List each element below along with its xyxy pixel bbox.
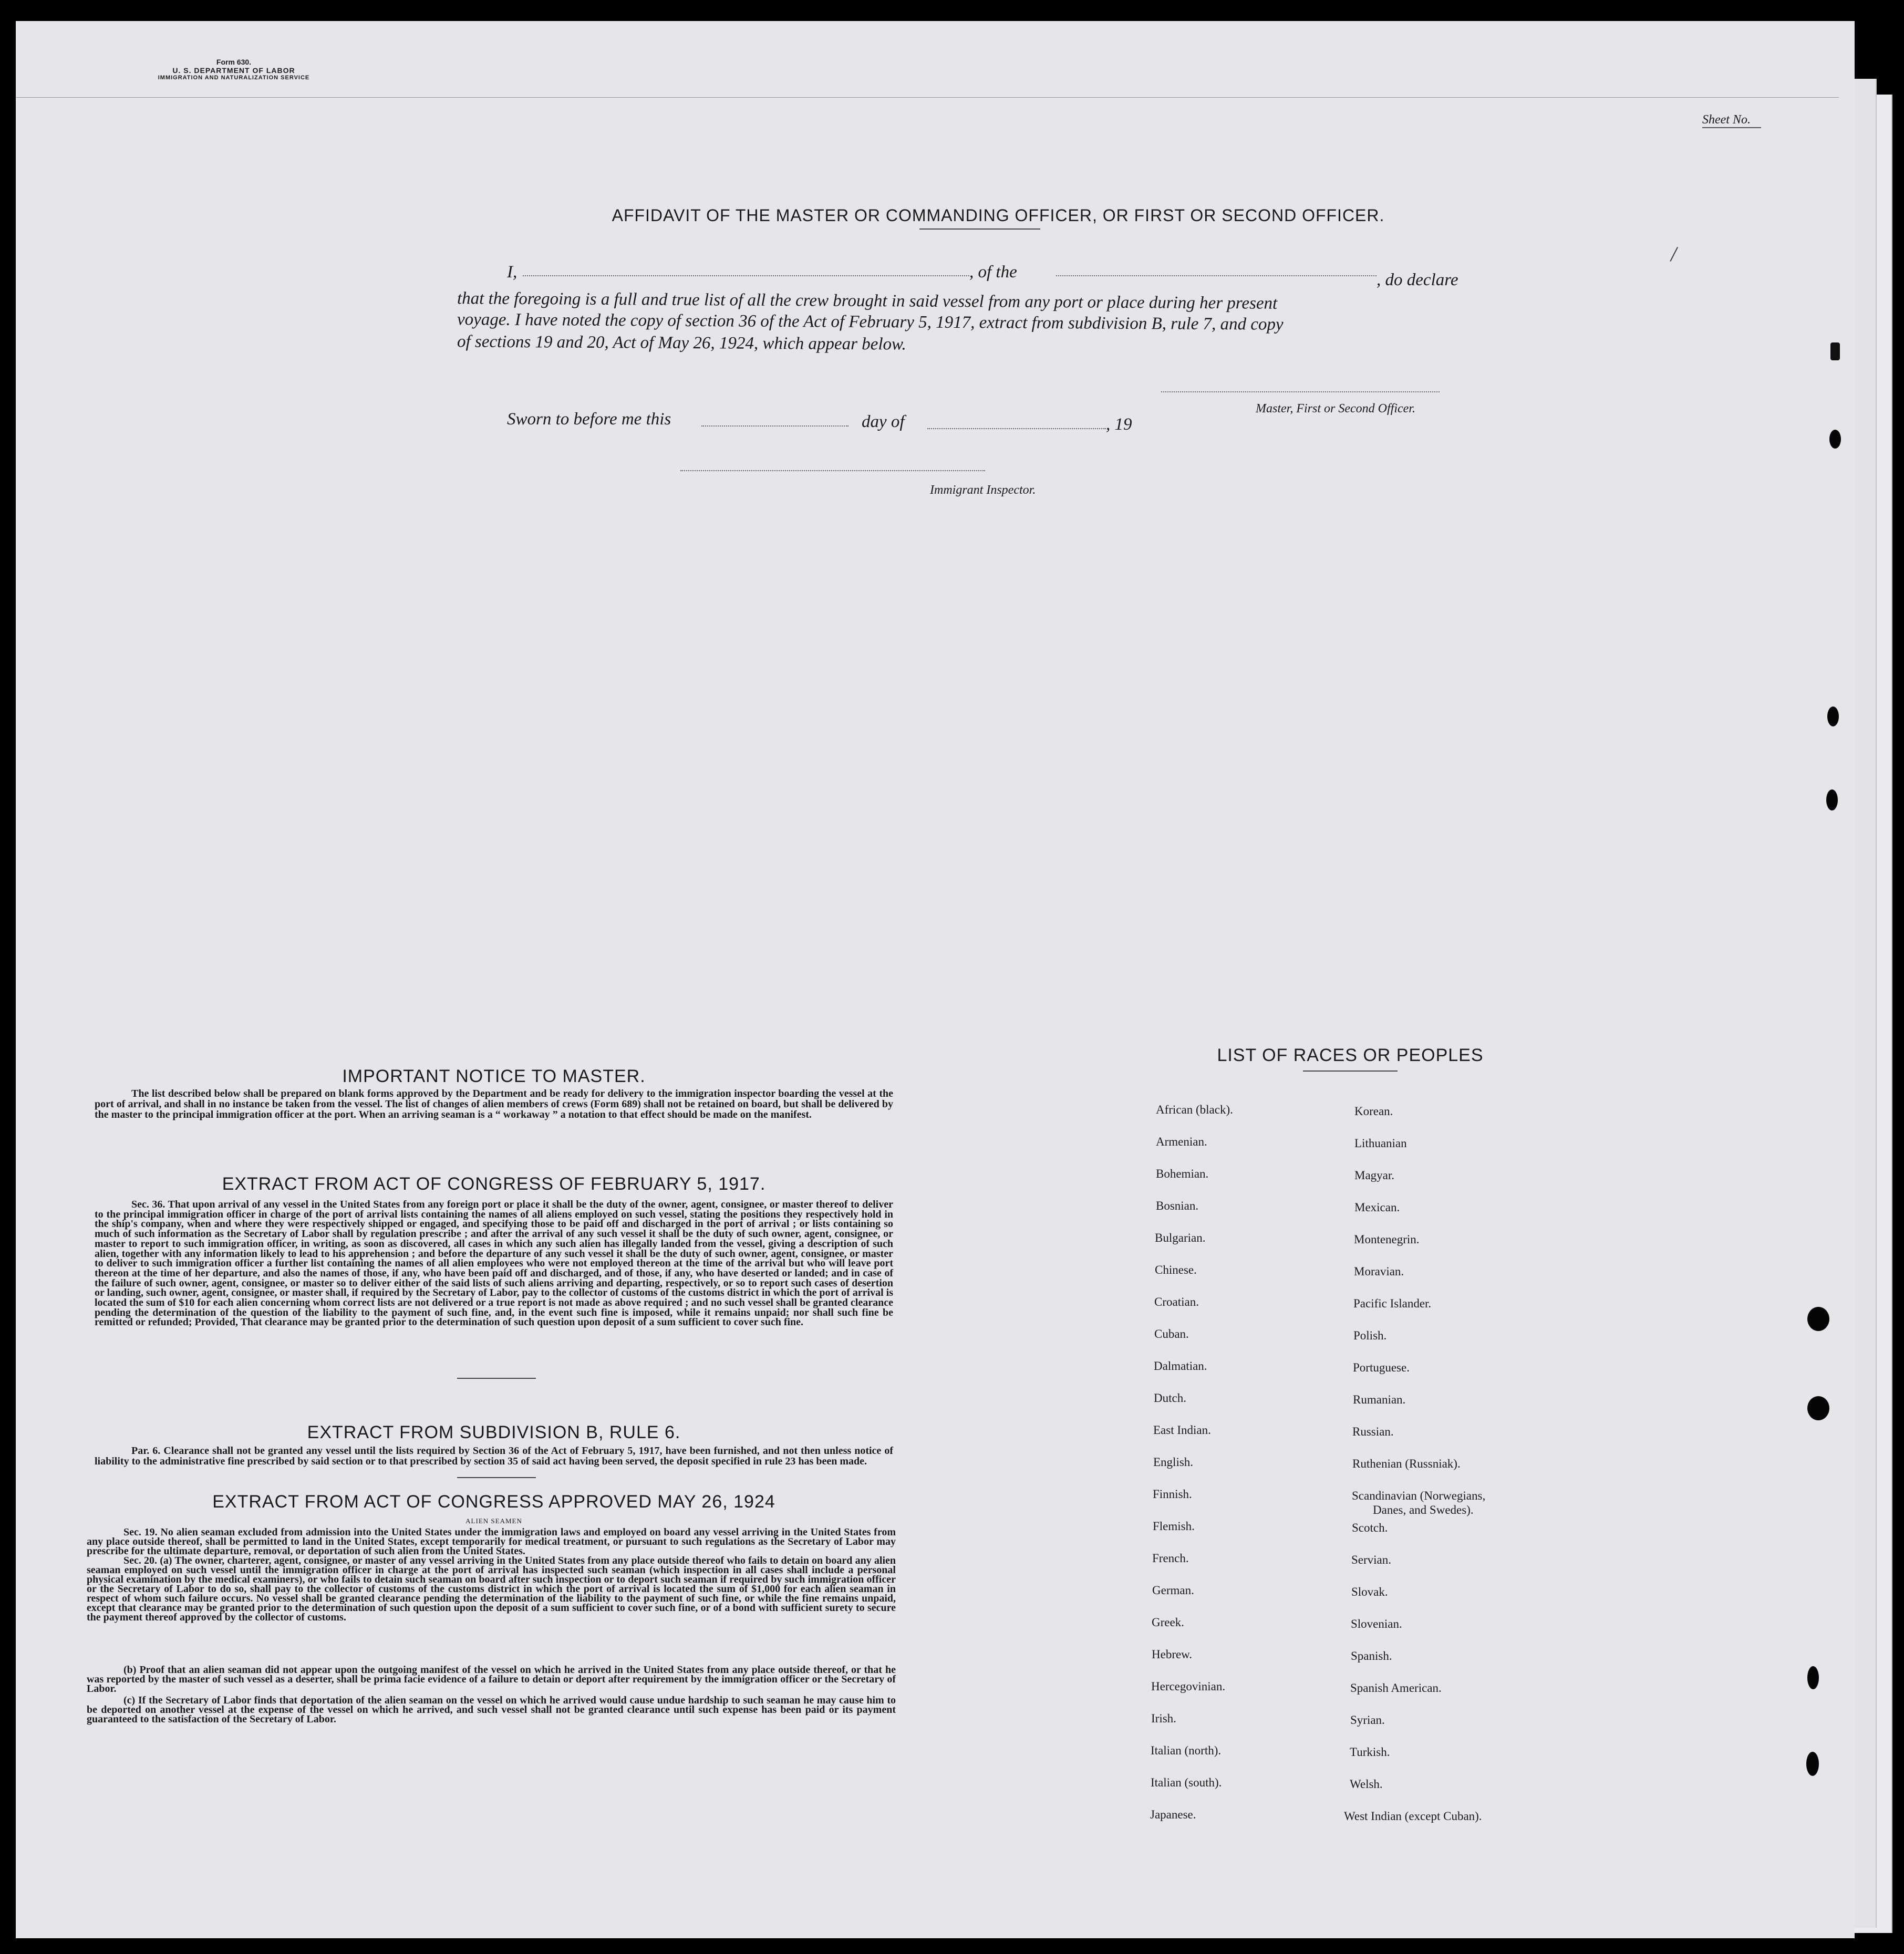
affidavit-body-line-2: voyage. I have noted the copy of section 36 of the Act of February 5, 1917, extract from subdivision B, rule 7, and copy bbox=[457, 310, 1284, 334]
binder-hole bbox=[1826, 789, 1838, 810]
race-item: Spanish American. bbox=[1350, 1681, 1442, 1695]
race-item: Polish. bbox=[1353, 1329, 1387, 1342]
binder-hole bbox=[1829, 430, 1841, 449]
form-header bbox=[123, 58, 344, 81]
race-item: Dutch. bbox=[1154, 1391, 1186, 1405]
affidavit-of-the-label: , of the bbox=[969, 263, 1017, 282]
race-item: Russian. bbox=[1352, 1425, 1394, 1438]
races-title-rule bbox=[1303, 1070, 1398, 1072]
race-item: Finnish. bbox=[1153, 1488, 1192, 1501]
extract-1917-text: Sec. 36. That upon arrival of any vessel in the United States from any foreign port or place it shall be the duty of the owner, agent, consignee, or master thereof to deliver to the principal immigration officer in charge of the port of arrival lists containing the names of all aliens employed on such vessel, stating the positions they respectively hold in the ship's company, when and where they were respectively shipped or engaged, and specifying those to be paid off and discharged in the port of arrival ; or lists containing so much of such information as the Secretary of Labor shall by regulation prescribe ; and after the arrival of any such vessel it shall be the duty of such owner, agent, consignee, or master to report to such immigration officer, in writing, as soon as discovered, all cases in which any such alien has illegally landed from the vessel, giving a description of such alien, together with any information likely to lead to his apprehension ; and before the departure of any such vessel it shall be the duty of such owner, agent, consignee, or master to deliver to such immigration officer a further list containing the names of all alien employees who were not employed thereon at the time of the arrival but who will leave port thereon at the time of her departure, and also the names of those, if any, who have been paid off and discharged, and of those, if any, who have deserted or landed; and in case of the failure of such owner, agent, consignee, or master so to deliver either of the said lists of such aliens arriving and departing, respectively, or so to report such cases of desertion or landing, such owner, agent, consignee, or master shall, if required by the Secretary of Labor, pay to the collector of customs of the customs district in which the port of arrival is located the sum of $10 for each alien concerning whom correct lists are not delivered or a true report is not made as above required ; and no such vessel shall be granted clearance pending the determination of the question of the liability to the payment of such fine, and, in the event such fine is imposed, while it remains unpaid; nor shall such fine be remitted or refunded; Provided, That clearance may be granted prior to the determination of such question upon deposit of a sum sufficient to cover such fine. bbox=[95, 1199, 893, 1328]
race-item: Spanish. bbox=[1351, 1649, 1392, 1662]
race-item: Servian. bbox=[1351, 1553, 1392, 1566]
race-item: Scotch. bbox=[1352, 1521, 1388, 1534]
race-item: Italian (south). bbox=[1151, 1776, 1222, 1789]
race-item: Danes, and Swedes). bbox=[1373, 1503, 1474, 1516]
race-item: Rumanian. bbox=[1353, 1393, 1406, 1406]
race-item: East Indian. bbox=[1153, 1423, 1211, 1437]
race-item: English. bbox=[1153, 1456, 1194, 1469]
race-item: Slovak. bbox=[1351, 1585, 1388, 1598]
rule-1917 bbox=[457, 1378, 536, 1379]
form-number: Form 630. bbox=[216, 58, 252, 66]
master-signature-line[interactable] bbox=[1161, 391, 1440, 392]
race-item: Portuguese. bbox=[1353, 1361, 1410, 1374]
race-item: Bulgarian. bbox=[1155, 1231, 1206, 1244]
race-item: Bohemian. bbox=[1156, 1167, 1209, 1180]
pen-tick-mark: / bbox=[1671, 242, 1677, 266]
race-item: Montenegrin. bbox=[1354, 1233, 1420, 1246]
race-item: Chinese. bbox=[1155, 1263, 1197, 1276]
races-title: LIST OF RACES OR PEOPLES bbox=[1217, 1045, 1484, 1065]
sworn-day-blank[interactable] bbox=[701, 425, 848, 427]
extract-1924-title: EXTRACT FROM ACT OF CONGRESS APPROVED MAY 26, 1924 bbox=[212, 1492, 775, 1512]
race-item: Japanese. bbox=[1150, 1808, 1196, 1821]
race-item: Moravian. bbox=[1354, 1265, 1404, 1278]
binder-hole bbox=[1807, 1307, 1829, 1331]
race-item: Turkish. bbox=[1350, 1745, 1390, 1759]
race-item: Ruthenian (Russniak). bbox=[1352, 1457, 1461, 1470]
race-item: Syrian. bbox=[1350, 1713, 1385, 1727]
sec-20b-text: (b) Proof that an alien seaman did not appear upon the outgoing manifest of the vessel on which he arrived in the United States from any place outside thereof, or that he was reported by the master of such vessel as a deserter, shall be prima facie evidence of a failure to detain or deport after requirement by the immigration officer or the Secretary of Labor. bbox=[87, 1664, 896, 1695]
service-name: IMMIGRATION AND NATURALIZATION SERVICE bbox=[158, 75, 310, 81]
affidavit-i-label: I, bbox=[507, 263, 518, 282]
extract-1917-title: EXTRACT FROM ACT OF CONGRESS OF FEBRUARY 5, 1917. bbox=[222, 1174, 766, 1194]
sec-19-text: Sec. 19. No alien seaman excluded from admission into the United States under the immigration laws and employed on board any vessel arriving in the United States from any place outside thereof, shall be permitted to land in the United States, except temporarily for medical treatment, or pursuant to such regulations as the Secretary of Labor may prescribe for the ultimate departure, removal, or deportation of such alien from the United States. bbox=[87, 1526, 896, 1557]
extract-1924-subtitle: ALIEN SEAMEN bbox=[465, 1517, 522, 1525]
vessel-blank[interactable] bbox=[1056, 275, 1377, 276]
sec-20c-text: (c) If the Secretary of Labor finds that deportation of the alien seaman on the vessel on which he arrived would cause undue hardship to such seaman he may cause him to be deported on another vessel at the expense of the vessel on which he arrived, and such vessel shall not be granted clearance until such expense has been paid or its payment guaranteed to the satisfaction of the Secretary of Labor. bbox=[87, 1695, 896, 1725]
race-item: Slovenian. bbox=[1351, 1617, 1402, 1630]
race-item: Greek. bbox=[1152, 1616, 1184, 1629]
sworn-month-blank[interactable] bbox=[927, 428, 1106, 429]
race-item: Hercegovinian. bbox=[1151, 1680, 1226, 1693]
race-item: Flemish. bbox=[1153, 1520, 1195, 1533]
extract-rule6-text: Par. 6. Clearance shall not be granted any vessel until the lists required by Section 36 of the Act of February 5, 1917, have been furnished, and not then unless notice of liability to the administrative fine prescribed by said section or to that prescribed by section 35 of said act having been served, the deposit specified in rule 23 has been made. bbox=[95, 1445, 893, 1467]
binder-clip bbox=[1830, 342, 1840, 360]
sec-20a-text: Sec. 20. (a) The owner, charterer, agent, consignee, or master of any vessel arriving in the United States from any place outside thereof who fails to detain on board any alien seaman employed on such vessel until the immigration officer in charge at the port of arrival has inspected such seaman (which inspection in all cases shall include a personal physical examination by the medical examiners), or who fails to detain such seaman on board after such inspection or to deport such seaman if required by such immigration officer or the Secretary of Labor to do so, shall pay to the collector of customs of the customs district in which the port of arrival is located the sum of $1,000 for each alien seaman in respect of whom such failure occurs. No vessel shall be granted clearance pending the determination of the liability to the payment of such fine, or while the fine remains unpaid, except that clearance may be granted prior to the determination of such question upon the deposit of a sum sufficient to cover such fine, or of a bond with sufficient surety to secure the payment thereof approved by the collector of customs. bbox=[87, 1555, 896, 1623]
sworn-label: Sworn to before me this bbox=[507, 410, 671, 429]
race-item: West Indian (except Cuban). bbox=[1344, 1810, 1482, 1823]
notice-text: The list described below shall be prepared on blank forms approved by the Department and be ready for delivery to the immigration inspector boarding the vessel at the port of arrival, and shall in no instance be taken from the vessel. The list of changes of alien members of crews (Form 689) shall not be retained on board, but shall be delivered by the master to the principal immigration officer at the port. When an arriving seaman is a “ workaway ” a notation to that effect should be made on the manifest. bbox=[95, 1088, 893, 1120]
sheet-number-label: Sheet No. bbox=[1702, 113, 1761, 128]
form-page bbox=[16, 21, 1855, 1938]
race-item: Pacific Islander. bbox=[1353, 1297, 1432, 1310]
race-item: Korean. bbox=[1354, 1105, 1393, 1118]
extract-rule6-title: EXTRACT FROM SUBDIVISION B, RULE 6. bbox=[307, 1422, 681, 1442]
master-caption: Master, First or Second Officer. bbox=[1256, 402, 1415, 415]
race-item: Hebrew. bbox=[1152, 1648, 1193, 1661]
title-rule bbox=[919, 228, 1040, 230]
race-item: Irish. bbox=[1151, 1712, 1176, 1725]
header-crease bbox=[16, 97, 1839, 98]
race-item: Mexican. bbox=[1354, 1201, 1400, 1214]
race-item: Armenian. bbox=[1156, 1135, 1207, 1148]
race-item: African (black). bbox=[1156, 1103, 1233, 1116]
affidavit-title: AFFIDAVIT OF THE MASTER OR COMMANDING OFFICER, OR FIRST OR SECOND OFFICER. bbox=[612, 206, 1385, 225]
binder-hole bbox=[1827, 706, 1839, 726]
race-item: Welsh. bbox=[1350, 1778, 1383, 1791]
race-item: Italian (north). bbox=[1151, 1744, 1222, 1757]
department-name: U. S. DEPARTMENT OF LABOR bbox=[172, 66, 295, 75]
race-item: German. bbox=[1152, 1584, 1194, 1597]
binder-hole bbox=[1807, 1666, 1819, 1689]
race-item: Magyar. bbox=[1354, 1169, 1395, 1182]
year-label: , 19 bbox=[1106, 415, 1132, 434]
inspector-caption: Immigrant Inspector. bbox=[930, 483, 1036, 497]
race-item: Cuban. bbox=[1154, 1327, 1189, 1340]
affidavit-body-line-1: that the foregoing is a full and true list of all the crew brought in said vessel from any port or place during her present bbox=[457, 289, 1278, 313]
notice-title: IMPORTANT NOTICE TO MASTER. bbox=[342, 1066, 646, 1086]
day-of-label: day of bbox=[862, 412, 905, 431]
affidavit-declare-label: , do declare bbox=[1377, 271, 1458, 289]
race-item: Croatian. bbox=[1154, 1295, 1199, 1308]
race-item: Bosnian. bbox=[1156, 1199, 1199, 1212]
affidavit-body-line-3: of sections 19 and 20, Act of May 26, 1924, which appear below. bbox=[457, 332, 906, 354]
race-item: Dalmatian. bbox=[1154, 1359, 1207, 1373]
race-item: French. bbox=[1152, 1552, 1189, 1565]
rule-rule6 bbox=[457, 1477, 536, 1478]
name-blank[interactable] bbox=[523, 275, 969, 276]
binder-hole bbox=[1807, 1396, 1829, 1420]
race-item: Scandinavian (Norwegians, bbox=[1352, 1489, 1486, 1502]
inspector-signature-line[interactable] bbox=[680, 470, 985, 471]
binder-hole bbox=[1806, 1752, 1819, 1776]
race-item: Lithuanian bbox=[1354, 1137, 1407, 1150]
